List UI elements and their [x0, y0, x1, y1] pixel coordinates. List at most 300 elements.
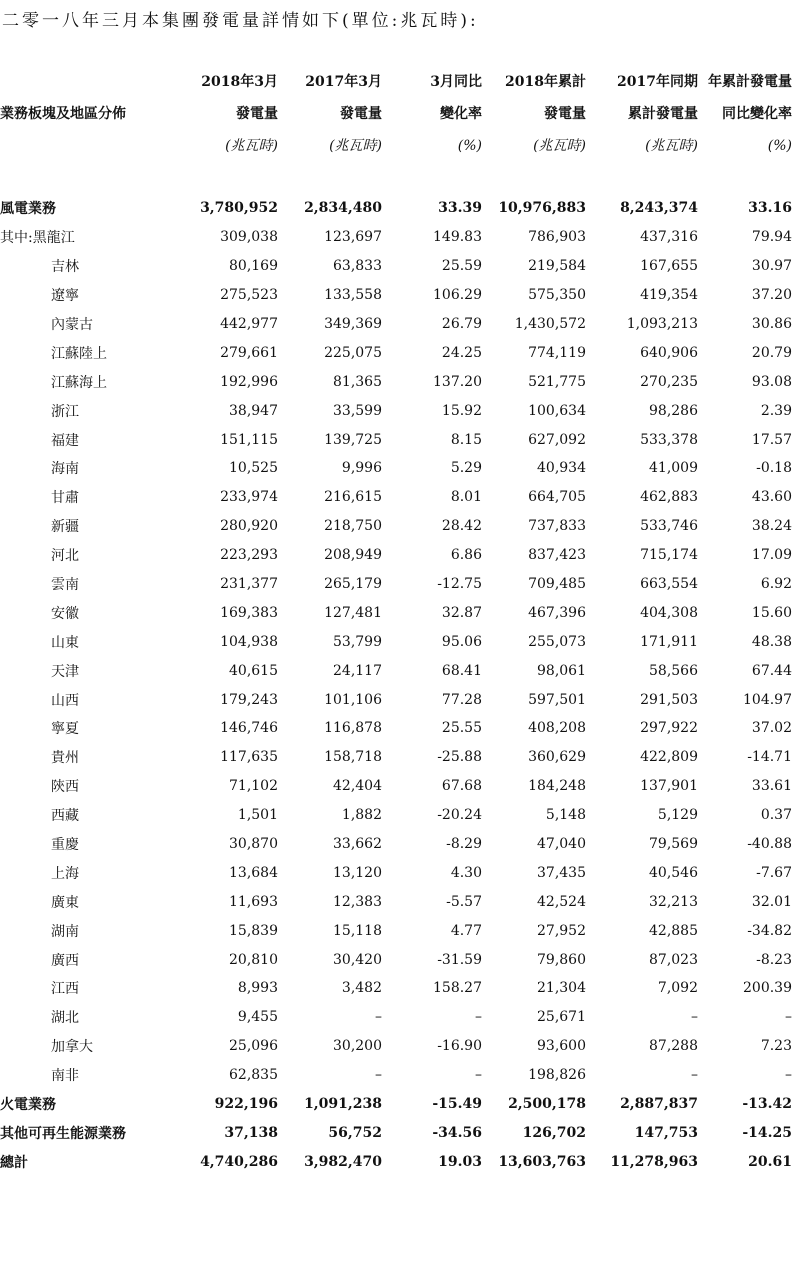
- value-cell: 40,546: [649, 864, 698, 881]
- table-header: [0, 66, 792, 194]
- value-cell: 5,148: [545, 807, 586, 824]
- header-cell: 發電量: [544, 106, 586, 122]
- value-cell: 192,996: [220, 373, 278, 390]
- value-cell: 20.79: [751, 344, 792, 361]
- value-cell: 28.42: [441, 518, 482, 535]
- value-cell: 37.02: [751, 720, 792, 737]
- value-cell: 1,882: [341, 807, 382, 824]
- row-label: 加拿大: [51, 1039, 93, 1056]
- value-cell: –: [475, 1067, 482, 1084]
- value-cell: 8.15: [450, 431, 482, 448]
- value-cell: 11,693: [229, 893, 278, 910]
- value-cell: 67.44: [751, 662, 792, 679]
- value-cell: 42,524: [537, 893, 586, 910]
- table-row: [0, 425, 792, 454]
- value-cell: 6.86: [450, 547, 482, 564]
- table-row: [0, 252, 792, 281]
- value-cell: 167,655: [640, 258, 698, 275]
- value-cell: 231,377: [220, 576, 278, 593]
- value-cell: 3,982,470: [304, 1153, 382, 1170]
- value-cell: 2,500,178: [508, 1096, 586, 1113]
- value-cell: –: [785, 1067, 792, 1084]
- value-cell: 6.92: [760, 576, 792, 593]
- row-label: 海南: [51, 461, 79, 478]
- row-label: 湖南: [51, 923, 79, 940]
- value-cell: –: [375, 1009, 382, 1026]
- value-cell: -12.75: [437, 576, 482, 593]
- row-label: 遼寧: [51, 288, 79, 305]
- value-cell: 30.86: [751, 316, 792, 332]
- value-cell: 25.55: [441, 720, 482, 737]
- table-row: [0, 194, 792, 223]
- value-cell: 95.06: [441, 633, 482, 650]
- value-cell: 10,976,883: [498, 200, 586, 217]
- row-label: 浙江: [51, 403, 79, 420]
- value-cell: 533,746: [640, 518, 698, 535]
- value-cell: 123,697: [324, 229, 382, 246]
- row-label: 江蘇海上: [51, 374, 107, 391]
- header-cell: 2018年累計: [505, 74, 586, 90]
- value-cell: 184,248: [528, 778, 586, 795]
- value-cell: 627,092: [528, 431, 586, 448]
- value-cell: 233,974: [220, 489, 278, 506]
- value-cell: -5.57: [446, 893, 482, 910]
- table-row: [0, 801, 792, 830]
- table-row: [0, 830, 792, 859]
- value-cell: 42,885: [649, 922, 698, 939]
- value-cell: 786,903: [528, 229, 586, 246]
- value-cell: 208,949: [324, 547, 382, 564]
- table-row: [0, 512, 792, 541]
- value-cell: 171,911: [640, 633, 698, 650]
- row-label: 湖北: [51, 1010, 79, 1027]
- table-row: [0, 454, 792, 483]
- value-cell: 137,901: [640, 778, 698, 795]
- value-cell: 297,922: [640, 720, 698, 737]
- value-cell: 13,684: [229, 864, 278, 881]
- value-cell: 2,834,480: [304, 200, 382, 217]
- row-label: 貴州: [51, 750, 79, 767]
- value-cell: 30,420: [333, 951, 382, 968]
- table-row: [0, 685, 792, 714]
- value-cell: 37.20: [751, 287, 792, 304]
- row-label: 南非: [51, 1068, 79, 1085]
- value-cell: 5.29: [450, 460, 482, 477]
- row-label: 吉林: [51, 259, 79, 276]
- value-cell: 5,129: [657, 807, 698, 824]
- value-cell: 12,383: [333, 893, 382, 910]
- row-label: 天津: [51, 663, 79, 680]
- spacer-cell: [0, 162, 792, 194]
- table-row: [0, 541, 792, 570]
- value-cell: 1,430,572: [514, 316, 586, 332]
- table-body: [0, 194, 792, 1176]
- value-cell: 10,525: [229, 460, 278, 477]
- value-cell: 56,752: [328, 1124, 382, 1141]
- value-cell: 9,996: [341, 460, 382, 477]
- table-row: [0, 310, 792, 339]
- value-cell: 158,718: [324, 749, 382, 766]
- header-cell: 業務板塊及地區分佈: [0, 106, 126, 122]
- value-cell: 837,423: [528, 547, 586, 564]
- value-cell: 53,799: [333, 633, 382, 650]
- table-row: [0, 858, 792, 887]
- value-cell: 104,938: [220, 633, 278, 650]
- value-cell: 151,115: [220, 431, 278, 448]
- value-cell: 104.97: [743, 691, 792, 708]
- row-label: 上海: [51, 865, 79, 882]
- value-cell: 422,809: [640, 749, 698, 766]
- value-cell: 77.28: [441, 691, 482, 708]
- value-cell: 219,584: [528, 258, 586, 275]
- value-cell: 32,213: [649, 893, 698, 910]
- value-cell: 225,075: [324, 344, 382, 361]
- value-cell: 709,485: [528, 576, 586, 593]
- value-cell: 7,092: [657, 980, 698, 997]
- value-cell: 7.23: [760, 1038, 792, 1055]
- value-cell: 32.01: [751, 893, 792, 910]
- value-cell: 575,350: [528, 287, 586, 304]
- row-label: 西藏: [51, 808, 79, 825]
- value-cell: 715,174: [640, 547, 698, 564]
- value-cell: 26.79: [441, 316, 482, 332]
- value-cell: 40,615: [229, 662, 278, 679]
- table-row: [0, 483, 792, 512]
- value-cell: 419,354: [640, 287, 698, 304]
- value-cell: 81,365: [333, 373, 382, 390]
- value-cell: 38.24: [751, 518, 792, 535]
- value-cell: 32.87: [441, 604, 482, 621]
- table-row: [0, 1032, 792, 1061]
- row-label: 安徽: [51, 605, 79, 622]
- row-label: 風電業務: [0, 201, 56, 218]
- value-cell: 2,887,837: [620, 1096, 698, 1113]
- value-cell: 79.94: [751, 229, 792, 246]
- value-cell: -20.24: [437, 807, 482, 824]
- value-cell: -7.67: [756, 864, 792, 881]
- table-row: [0, 916, 792, 945]
- value-cell: 147,753: [634, 1124, 698, 1141]
- value-cell: 33.39: [438, 200, 482, 217]
- value-cell: 21,304: [537, 980, 586, 997]
- value-cell: 1,501: [237, 807, 278, 824]
- header-cell: 變化率: [440, 106, 482, 122]
- value-cell: 198,826: [528, 1067, 586, 1084]
- value-cell: 737,833: [528, 518, 586, 535]
- row-label: 廣東: [51, 894, 79, 911]
- value-cell: 8,243,374: [620, 200, 698, 217]
- value-cell: 309,038: [220, 229, 278, 246]
- value-cell: 67.68: [441, 778, 482, 795]
- header-cell: 3月同比: [430, 74, 482, 90]
- value-cell: 98,286: [649, 402, 698, 419]
- value-cell: 218,750: [324, 518, 382, 535]
- table-row: [0, 627, 792, 656]
- row-label: 福建: [51, 432, 79, 449]
- value-cell: 47,040: [537, 836, 586, 853]
- value-cell: 126,702: [522, 1124, 586, 1141]
- value-cell: 13,120: [333, 864, 382, 881]
- value-cell: 106.29: [433, 287, 482, 304]
- header-cell: (兆瓦時): [533, 138, 586, 154]
- row-label: 火電業務: [0, 1097, 56, 1114]
- value-cell: 15.60: [751, 604, 792, 621]
- value-cell: 462,883: [640, 489, 698, 506]
- value-cell: 664,705: [528, 489, 586, 506]
- value-cell: 33,599: [333, 402, 382, 419]
- table-row: [0, 743, 792, 772]
- value-cell: 149.83: [433, 229, 482, 246]
- value-cell: 33.61: [751, 778, 792, 795]
- value-cell: 0.37: [760, 807, 792, 824]
- value-cell: 79,860: [537, 951, 586, 968]
- value-cell: 30,870: [229, 836, 278, 853]
- header-cell: [0, 66, 190, 98]
- header-cell: 發電量: [236, 106, 278, 122]
- value-cell: 265,179: [324, 576, 382, 593]
- value-cell: -13.42: [742, 1096, 792, 1113]
- value-cell: 4,740,286: [200, 1153, 278, 1170]
- value-cell: 117,635: [220, 749, 278, 766]
- value-cell: 280,920: [220, 518, 278, 535]
- value-cell: -31.59: [437, 951, 482, 968]
- value-cell: –: [375, 1067, 382, 1084]
- value-cell: 663,554: [640, 576, 698, 593]
- value-cell: 2.39: [760, 402, 792, 419]
- value-cell: 93.08: [751, 373, 792, 390]
- header-cell: (%): [457, 138, 482, 154]
- intro-text: 二零一八年三月本集團發電量詳情如下(單位:兆瓦時):: [2, 11, 479, 31]
- value-cell: 133,558: [324, 287, 382, 304]
- value-cell: 15,839: [229, 922, 278, 939]
- header-cell: (兆瓦時): [645, 138, 698, 154]
- value-cell: 200.39: [743, 980, 792, 997]
- value-cell: 11,278,963: [610, 1153, 698, 1170]
- row-label: 甘肅: [51, 490, 79, 507]
- value-cell: 270,235: [640, 373, 698, 390]
- header-cell: (兆瓦時): [225, 138, 278, 154]
- value-cell: 521,775: [528, 373, 586, 390]
- value-cell: 20,810: [229, 951, 278, 968]
- value-cell: 27,952: [537, 922, 586, 939]
- value-cell: 24,117: [333, 662, 382, 679]
- value-cell: 255,073: [528, 633, 586, 650]
- value-cell: 437,316: [640, 229, 698, 246]
- header-row-3: [0, 130, 792, 162]
- row-label: 河北: [51, 548, 79, 565]
- value-cell: 38,947: [229, 402, 278, 419]
- value-cell: 1,093,213: [626, 316, 698, 332]
- table-row: [0, 1090, 792, 1119]
- header-cell: (兆瓦時): [329, 138, 382, 154]
- value-cell: 87,023: [649, 951, 698, 968]
- table-row: [0, 1119, 792, 1148]
- value-cell: 4.30: [450, 864, 482, 881]
- value-cell: 17.57: [751, 431, 792, 448]
- value-cell: 63,833: [333, 258, 382, 275]
- row-label: 雲南: [51, 577, 79, 594]
- table-row: [0, 974, 792, 1003]
- row-label: 重慶: [51, 837, 79, 854]
- table-row: [0, 367, 792, 396]
- value-cell: 158.27: [433, 980, 482, 997]
- table-row: [0, 656, 792, 685]
- value-cell: 37,138: [224, 1124, 278, 1141]
- value-cell: -25.88: [437, 749, 482, 766]
- value-cell: 62,835: [229, 1067, 278, 1084]
- value-cell: –: [691, 1009, 698, 1026]
- value-cell: 30.97: [751, 258, 792, 275]
- value-cell: -16.90: [437, 1038, 482, 1055]
- table-row: [0, 887, 792, 916]
- row-label: 山東: [51, 634, 79, 651]
- table-row: [0, 772, 792, 801]
- value-cell: 360,629: [528, 749, 586, 766]
- value-cell: 137.20: [433, 373, 482, 390]
- header-cell: 年累計發電量: [708, 74, 792, 90]
- table-row: [0, 1003, 792, 1032]
- value-cell: 101,106: [324, 691, 382, 708]
- value-cell: 279,661: [220, 344, 278, 361]
- value-cell: 93,600: [537, 1038, 586, 1055]
- header-cell: 2018年3月: [201, 74, 278, 90]
- value-cell: 80,169: [229, 258, 278, 275]
- value-cell: –: [475, 1009, 482, 1026]
- value-cell: -34.82: [747, 922, 792, 939]
- value-cell: 71,102: [229, 778, 278, 795]
- value-cell: 146,746: [220, 720, 278, 737]
- value-cell: 33.16: [748, 200, 792, 217]
- value-cell: 1,091,238: [304, 1096, 382, 1113]
- value-cell: 404,308: [640, 604, 698, 621]
- row-label: 總計: [0, 1154, 28, 1171]
- value-cell: 922,196: [214, 1096, 278, 1113]
- value-cell: 40,934: [537, 460, 586, 477]
- value-cell: 68.41: [441, 662, 482, 679]
- value-cell: 58,566: [649, 662, 698, 679]
- value-cell: -34.56: [432, 1124, 482, 1141]
- row-label: 其中:黑龍江: [0, 230, 75, 247]
- value-cell: 98,061: [537, 662, 586, 679]
- value-cell: 223,293: [220, 547, 278, 564]
- value-cell: 640,906: [640, 344, 698, 361]
- table-row: [0, 598, 792, 627]
- header-cell: 2017年同期: [617, 74, 698, 90]
- header-cell: [0, 130, 190, 162]
- value-cell: 20.61: [748, 1153, 792, 1170]
- value-cell: 25,096: [229, 1038, 278, 1055]
- row-label: 江西: [51, 981, 79, 998]
- header-cell: 同比變化率: [722, 106, 792, 122]
- table-row: [0, 945, 792, 974]
- table-row: [0, 281, 792, 310]
- value-cell: 349,369: [324, 316, 382, 332]
- table-row: [0, 338, 792, 367]
- value-cell: 41,009: [649, 460, 698, 477]
- value-cell: 24.25: [441, 344, 482, 361]
- value-cell: 25.59: [441, 258, 482, 275]
- value-cell: -8.23: [756, 951, 792, 968]
- header-row-1: [0, 66, 792, 98]
- value-cell: 127,481: [324, 604, 382, 621]
- row-label: 陝西: [51, 779, 79, 796]
- value-cell: 79,569: [649, 836, 698, 853]
- value-cell: 48.38: [751, 633, 792, 650]
- table-row: [0, 396, 792, 425]
- value-cell: 291,503: [640, 691, 698, 708]
- value-cell: 3,780,952: [200, 200, 278, 217]
- value-cell: 467,396: [528, 604, 586, 621]
- value-cell: 533,378: [640, 431, 698, 448]
- row-label: 山西: [51, 692, 79, 709]
- value-cell: -14.25: [742, 1124, 792, 1141]
- header-cell: 發電量: [340, 106, 382, 122]
- table-row: [0, 1147, 792, 1176]
- value-cell: -40.88: [747, 836, 792, 853]
- value-cell: 179,243: [220, 691, 278, 708]
- row-label: 內蒙古: [51, 317, 93, 333]
- value-cell: 25,671: [537, 1009, 586, 1026]
- table-row: [0, 1061, 792, 1090]
- value-cell: 15,118: [333, 922, 382, 939]
- value-cell: 30,200: [333, 1038, 382, 1055]
- value-cell: 275,523: [220, 287, 278, 304]
- value-cell: 87,288: [649, 1038, 698, 1055]
- value-cell: 3,482: [341, 980, 382, 997]
- value-cell: -15.49: [432, 1096, 482, 1113]
- value-cell: 408,208: [528, 720, 586, 737]
- value-cell: 33,662: [333, 836, 382, 853]
- value-cell: 216,615: [324, 489, 382, 506]
- value-cell: 43.60: [751, 489, 792, 506]
- row-label: 其他可再生能源業務: [0, 1125, 126, 1142]
- value-cell: 100,634: [528, 402, 586, 419]
- value-cell: -8.29: [446, 836, 482, 853]
- value-cell: 15.92: [441, 402, 482, 419]
- value-cell: 4.77: [450, 922, 482, 939]
- value-cell: 8.01: [450, 489, 482, 506]
- value-cell: 442,977: [220, 316, 278, 332]
- header-row-2: [0, 98, 792, 130]
- row-label: 江蘇陸上: [51, 345, 107, 362]
- value-cell: 37,435: [537, 864, 586, 881]
- header-cell: 2017年3月: [305, 74, 382, 90]
- value-cell: 13,603,763: [498, 1153, 586, 1170]
- table-row: [0, 570, 792, 599]
- value-cell: 42,404: [333, 778, 382, 795]
- header-cell: (%): [767, 138, 792, 154]
- value-cell: –: [785, 1009, 792, 1026]
- row-label: 新疆: [51, 519, 79, 536]
- value-cell: 139,725: [324, 431, 382, 448]
- value-cell: 116,878: [324, 720, 382, 737]
- value-cell: 8,993: [237, 980, 278, 997]
- row-label: 廣西: [51, 952, 79, 969]
- header-cell: 累計發電量: [628, 106, 698, 122]
- table-row: [0, 714, 792, 743]
- value-cell: 774,119: [528, 344, 586, 361]
- value-cell: 9,455: [237, 1009, 278, 1026]
- value-cell: 17.09: [751, 547, 792, 564]
- value-cell: 169,383: [220, 604, 278, 621]
- table-row: [0, 223, 792, 252]
- header-spacer: [0, 162, 792, 194]
- row-label: 寧夏: [51, 721, 79, 738]
- value-cell: 597,501: [528, 691, 586, 708]
- value-cell: 19.03: [438, 1153, 482, 1170]
- value-cell: –: [691, 1067, 698, 1084]
- generation-table: [0, 66, 792, 1176]
